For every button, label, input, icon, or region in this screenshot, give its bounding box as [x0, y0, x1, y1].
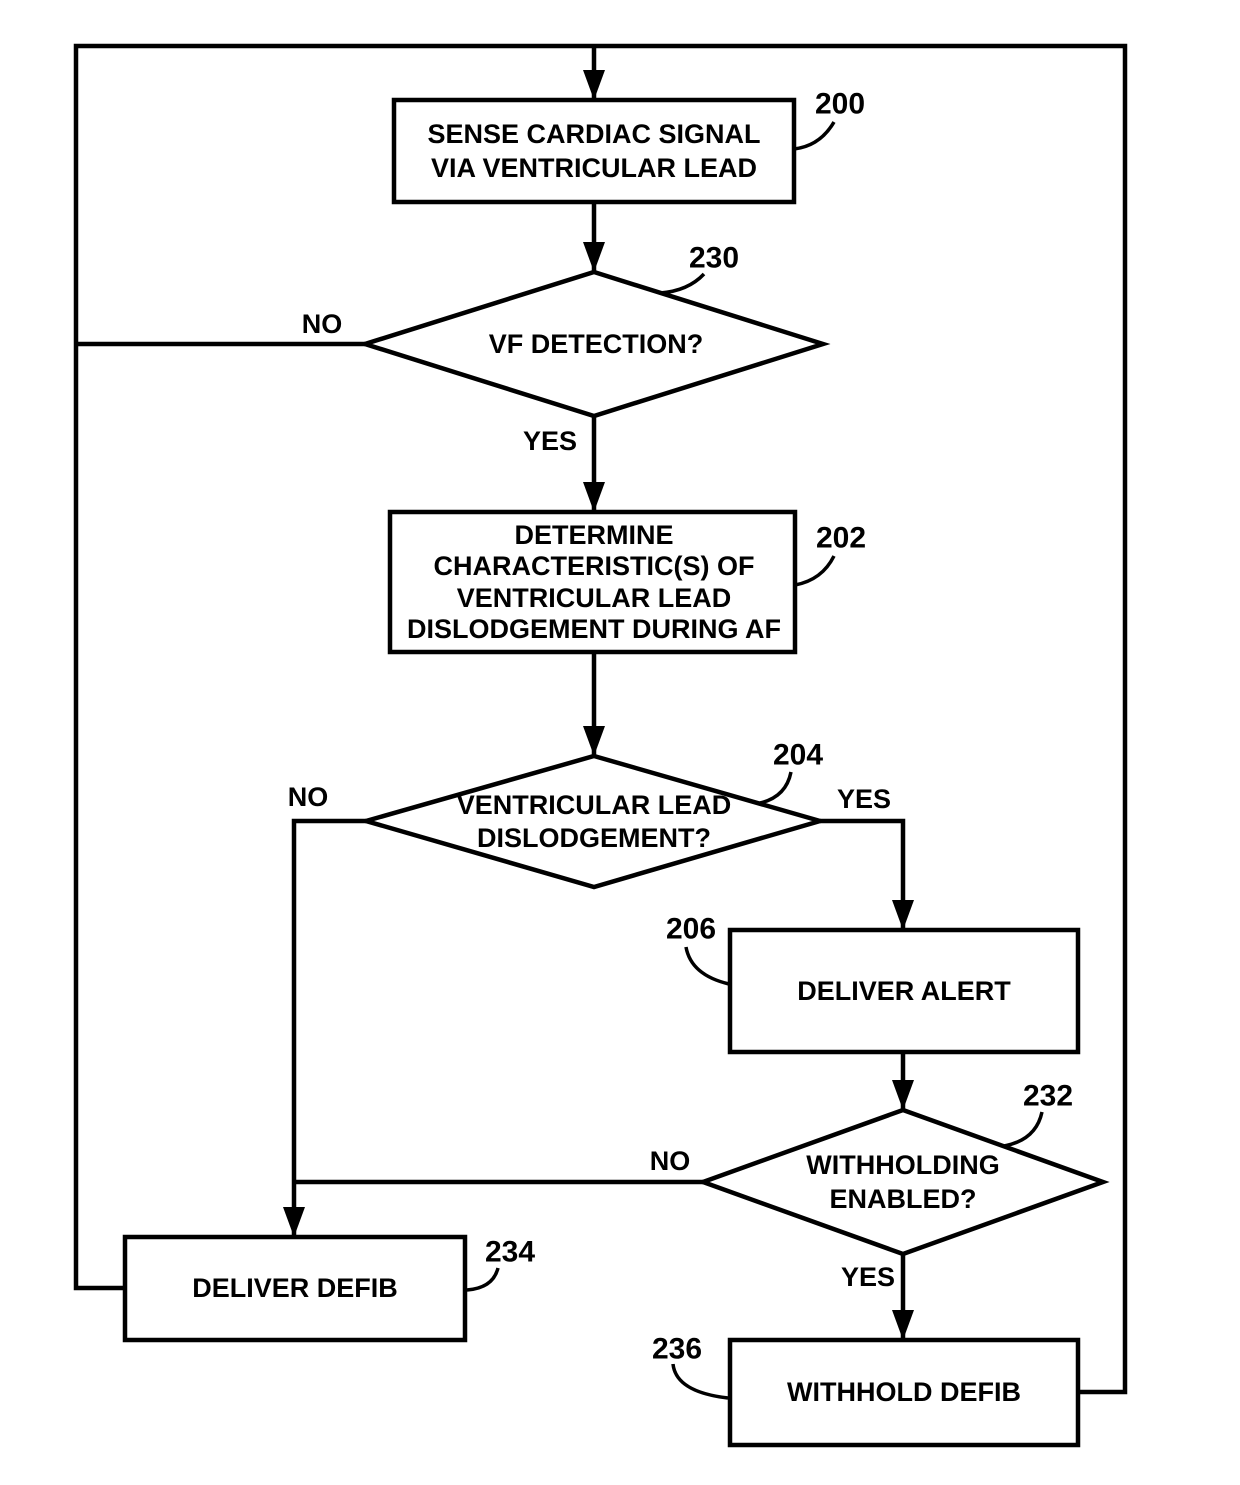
determine-label-line1: DETERMINE — [514, 520, 674, 550]
withholding-diamond — [703, 1110, 1103, 1254]
node-withholding-enabled — [703, 1110, 1103, 1254]
determine-label-line2: CHARACTERISTIC(S) OF — [433, 551, 755, 581]
determine-label-line3: VENTRICULAR LEAD — [456, 583, 732, 613]
node-determine-characteristics — [390, 512, 795, 652]
arrowhead-into-dislodgement — [583, 726, 605, 756]
withholding-label-line2: ENABLED? — [829, 1184, 977, 1214]
edge-dislodgement-no-to-defib — [294, 821, 366, 1237]
lead-dislodgement-diamond — [366, 756, 820, 887]
ref-204-leader — [760, 772, 791, 803]
lead-dislodgement-label-line1: VENTRICULAR LEAD — [456, 790, 732, 820]
determine-label-line4: DISLODGEMENT DURING AF — [407, 614, 781, 644]
branch-label-dislodgement-no: NO — [287, 782, 329, 812]
ref-236: 236 — [651, 1332, 703, 1366]
edge-dislodgement-yes-to-alert — [820, 821, 903, 930]
ref-200: 200 — [814, 87, 866, 121]
ref-200-leader — [794, 122, 834, 149]
sense-cardiac-label-line1: SENSE CARDIAC SIGNAL — [427, 119, 761, 149]
arrowhead-into-withholding — [892, 1080, 914, 1110]
node-deliver-alert — [730, 930, 1078, 1052]
node-withhold-defib — [730, 1340, 1078, 1445]
ref-230-leader — [660, 274, 704, 293]
ref-236-leader — [673, 1364, 728, 1398]
sense-cardiac-label-line2: VIA VENTRICULAR LEAD — [430, 153, 758, 183]
deliver-defib-label: DELIVER DEFIB — [192, 1273, 398, 1303]
withhold-defib-label: WITHHOLD DEFIB — [787, 1377, 1021, 1407]
vf-detection-label: VF DETECTION? — [488, 329, 704, 359]
ref-204: 204 — [772, 738, 824, 772]
ref-234-leader — [467, 1268, 498, 1290]
ref-232: 232 — [1022, 1079, 1074, 1113]
ref-234: 234 — [484, 1235, 536, 1269]
ref-230: 230 — [688, 241, 740, 275]
branch-label-vf-yes: YES — [522, 426, 578, 456]
deliver-alert-label: DELIVER ALERT — [797, 976, 1011, 1006]
node-sense-cardiac — [394, 100, 794, 202]
arrowhead-into-alert — [892, 900, 914, 930]
ref-206-leader — [686, 947, 729, 984]
branch-label-dislodgement-yes: YES — [836, 784, 892, 814]
lead-dislodgement-label-line2: DISLODGEMENT? — [477, 823, 711, 853]
ref-206: 206 — [665, 912, 717, 946]
branch-label-withholding-yes: YES — [840, 1262, 896, 1292]
arrowhead-into-deliver-defib — [283, 1207, 305, 1237]
branch-label-withholding-no: NO — [649, 1146, 691, 1176]
withholding-label-line1: WITHHOLDING — [806, 1150, 1000, 1180]
arrowhead-into-withhold-defib — [892, 1310, 914, 1340]
ref-232-leader — [1004, 1112, 1042, 1146]
arrowhead-into-determine — [583, 482, 605, 512]
node-deliver-defib — [125, 1237, 465, 1340]
ref-202: 202 — [815, 521, 867, 555]
node-vf-detection — [365, 272, 823, 416]
arrowhead-into-sense — [583, 70, 605, 100]
node-lead-dislodgement — [366, 756, 820, 887]
arrowhead-into-vf — [583, 242, 605, 272]
branch-label-vf-no: NO — [301, 309, 343, 339]
sense-cardiac-box — [394, 100, 794, 202]
ref-202-leader — [795, 556, 834, 585]
